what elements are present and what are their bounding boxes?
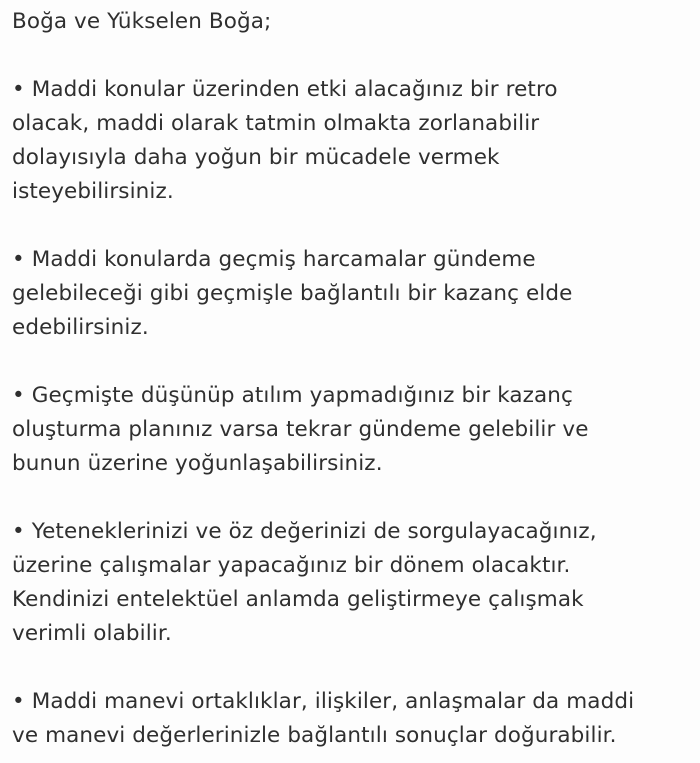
paragraph-2 xyxy=(12,243,690,345)
paragraph-line: • Yeteneklerinizi ve öz değerinizi de sorgulayacağınız, xyxy=(12,519,597,544)
paragraph-line: olacak, maddi olarak tatmin olmakta zorlanabilir xyxy=(12,111,540,136)
paragraph-line: dolayısıyla daha yoğun bir mücadele vermek xyxy=(12,145,500,170)
page-title: Boğa ve Yükselen Boğa; xyxy=(12,9,272,34)
paragraph-line: isteyebilirsiniz. xyxy=(12,179,174,204)
paragraph-line: gelebileceği gibi geçmişle bağlantılı bir kazanç elde xyxy=(12,281,573,306)
paragraph-line: • Maddi konularda geçmiş harcamalar gündeme xyxy=(12,247,536,272)
paragraph-line: ve manevi değerlerinizle bağlantılı sonuçlar doğurabilir. xyxy=(12,723,617,748)
paragraph-line: oluşturma planınız varsa tekrar gündeme gelebilir ve xyxy=(12,417,589,442)
paragraph-line: • Geçmişte düşünüp atılım yapmadığınız bir kazanç xyxy=(12,383,573,408)
paragraph-5 xyxy=(12,685,690,753)
paragraph-line: bunun üzerine yoğunlaşabilirsiniz. xyxy=(12,451,383,476)
paragraph-line: Kendinizi entelektüel anlamda geliştirmeye çalışmak xyxy=(12,587,584,612)
paragraph-1 xyxy=(12,73,690,209)
paragraph-line: • Maddi manevi ortaklıklar, ilişkiler, anlaşmalar da maddi xyxy=(12,689,635,714)
paragraph-line: • Maddi konular üzerinden etki alacağınız bir retro xyxy=(12,77,558,102)
paragraph-line: edebilirsiniz. xyxy=(12,315,149,340)
paragraph-4 xyxy=(12,515,690,651)
paragraph-3 xyxy=(12,379,690,481)
paragraph-line: üzerine çalışmalar yapacağınız bir dönem olacaktır. xyxy=(12,553,571,578)
paragraph-line: verimli olabilir. xyxy=(12,621,172,646)
